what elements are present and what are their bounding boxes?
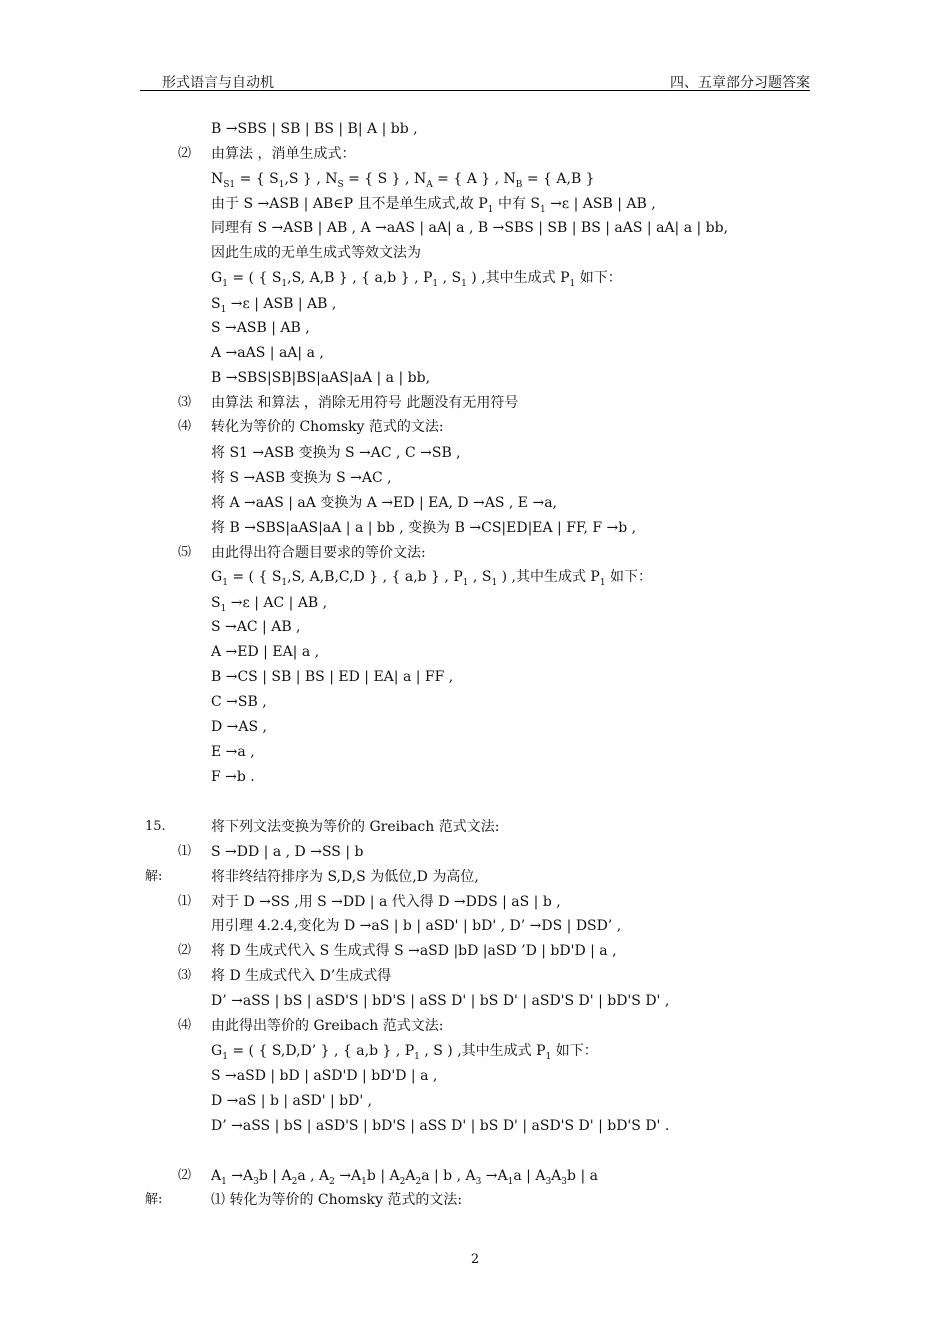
text-line [211,145,355,163]
subscript: 2 [399,1177,406,1187]
text-run: 将下列文法变换为等价的 Greibach 范式文法: [211,819,500,835]
text-run: →A [481,1168,508,1184]
text-run: N [211,171,224,187]
text-run: A [551,1168,562,1184]
text-line [211,568,652,586]
text-run: →A [334,1168,362,1184]
text-run: B →CS | SB | BS | ED | EA| a | FF , [211,669,454,685]
text-line [211,319,310,337]
text-run: A [405,1168,416,1184]
text-run: ,S, A,B,C,D } , { a,b } , P [287,569,463,585]
text-run: D’ →aSS | bS | aSD'S | bD'S | aSS D' | bS D' | aSD'S D' | bD'S D' , [211,993,670,1009]
text-run: a , A [297,1168,330,1184]
text-line [211,992,669,1010]
text-run: 如下： [605,569,653,585]
subscript: 3 [545,1177,552,1187]
list-marker: ⑴ [178,844,192,859]
text-line [211,768,255,786]
subscript: 1 [414,1052,420,1062]
text-run: F →b . [211,769,255,785]
subscript: 1 [220,305,227,315]
page-header-left: 形式语言与自动机 [162,75,274,91]
text-run: , S [468,569,492,585]
text-run: S [211,296,221,312]
text-run: 将 S →ASB 变换为 S →AC , [211,470,392,486]
page-number: 2 [470,1252,480,1267]
text-line [211,868,479,886]
text-run: ) ,其中生成式 P [497,569,600,585]
text-run: C →SB , [211,694,267,710]
text-line [211,942,617,960]
text-line [211,269,622,287]
subscript: 3 [253,1177,259,1187]
text-run: →ε | ASB | AB , [545,196,656,212]
text-line [211,469,392,487]
text-run: 将 D 生成式代入 S 生成式得 S →aSD |bD |aSD ’D | bD'D | a , [211,943,617,959]
list-marker: ⑵ [178,146,192,161]
subscript: 1 [222,578,228,588]
text-run: ) ,其中生成式 P [466,270,570,286]
text-run: →ε | AC | AB , [226,595,328,611]
text-run: 将 S1 →ASB 变换为 S →AC , C →SB , [211,445,461,461]
text-line [211,444,461,462]
subscript: 2 [291,1177,298,1187]
text-line [211,244,421,262]
subscript: 1 [462,578,469,588]
text-line [211,718,267,736]
text-line [211,219,728,237]
subscript: 1 [491,578,498,588]
text-run: G [211,270,223,286]
text-run: G [211,569,223,585]
subscript: S1 [223,180,236,190]
text-run: D →AS , [211,719,268,735]
text-line [211,1042,598,1060]
subscript: 1 [540,205,546,215]
text-line [211,369,430,387]
header-rule [140,90,810,91]
text-run: E →a , [211,744,255,760]
text-line [211,544,426,562]
text-line [211,418,444,436]
text-line [211,1167,598,1185]
text-run: →ε | ASB | AB , [226,296,337,312]
text-line [211,743,255,761]
text-line [211,668,453,686]
list-marker: 解: [145,869,163,884]
subscript: 1 [221,1177,227,1187]
text-line [211,693,267,711]
text-run: D →aS | b | aSD' | bD' , [211,1093,373,1109]
text-run: G [211,1043,223,1059]
text-run: = { S [235,171,279,187]
list-marker: ⑶ [178,395,192,410]
text-run: 将 B →SBS|aAS|aA | a | bb , 变换为 B →CS|ED|EA | FF, F →b , [211,520,637,536]
text-run: = { A,B } [522,171,595,187]
subscript: 2 [415,1177,422,1187]
text-run: = ( { S [227,270,282,286]
text-line [211,1092,372,1110]
text-line [211,618,301,636]
text-run: 转化为等价的 Chomsky 范式的文法: [211,419,444,435]
text-line [211,893,561,911]
text-run: S →DD | a , D →SS | b [211,844,364,860]
text-run: 由算法 ，消单生成式： [211,146,356,162]
text-line [211,1067,437,1085]
subscript: 3 [475,1177,482,1187]
text-run: A [211,1168,222,1184]
text-run: 由此得出符合题目要求的等价文法: [211,545,426,561]
text-run: b | A [258,1168,292,1184]
subscript: 1 [281,578,288,588]
text-line [211,643,319,661]
subscript: 3 [561,1177,568,1187]
subscript: 1 [220,604,227,614]
text-run: 由此得出等价的 Greibach 范式文法: [211,1018,444,1034]
text-run: S →aSD | bD | aSD'D | bD'D | a , [211,1068,438,1084]
subscript: 1 [461,279,467,289]
text-line [211,494,557,512]
text-run: B →SBS | SB | BS | B| A | bb , [211,121,418,137]
subscript: 1 [507,1177,514,1187]
subscript: 1 [432,279,439,289]
text-run: 将非终结符排序为 S,D,S 为低位,D 为高位, [211,869,479,885]
text-line [211,344,324,362]
text-run: b | a [567,1168,598,1184]
subscript: 1 [222,1052,228,1062]
subscript: 1 [487,205,494,215]
text-run: 将 D 生成式代入 D’生成式得 [211,968,392,984]
list-marker: ⑷ [178,1018,192,1033]
subscript: S [337,180,344,190]
text-line [211,1191,462,1209]
text-run: 中有 S [493,196,541,212]
list-marker: ⑵ [178,1168,192,1183]
text-run: ,S, A,B } , { a,b } , P [287,270,433,286]
text-line [211,843,363,861]
list-marker: ⑶ [178,968,192,983]
text-run: = { S } , N [343,171,427,187]
subscript: A [426,180,433,190]
page-header-right: 四、五章部分习题答案 [670,75,810,91]
text-run: 如下： [575,270,622,286]
subscript: 1 [222,279,228,289]
text-run: , S ) ,其中生成式 P [419,1043,546,1059]
text-run: D’ →aSS | bS | aSD'S | bD'S | aSS D' | bS D' | aSD'S D' | bD'S D' . [211,1118,670,1134]
text-run: = ( { S [227,569,282,585]
subscript: 2 [329,1177,335,1187]
text-line [211,917,621,935]
list-marker: 解: [145,1192,163,1207]
text-line [211,1117,669,1135]
text-run: S →AC | AB , [211,619,301,635]
text-run: 用引理 4.2.4,变化为 D →aS | b | aSD' | bD' , D’ →DS | DSD’ , [211,918,622,934]
text-run: A →aAS | aA| a , [211,345,324,361]
text-line [211,170,595,188]
text-line [211,120,418,138]
list-marker: 15. [145,819,166,834]
list-marker: ⑸ [178,545,192,560]
text-run: S →ASB | AB , [211,320,310,336]
subscript: 1 [569,279,576,289]
text-run: , S [438,270,462,286]
text-run: a | b , A [421,1168,476,1184]
text-line [211,195,656,213]
subscript: 1 [281,279,288,289]
text-run: B →SBS|SB|BS|aAS|aA | a | bb, [211,370,431,386]
text-run: = ( { S,D,D’ } , { a,b } , P [227,1043,415,1059]
text-line [211,967,391,985]
text-line [211,394,518,412]
text-run: = { A } , N [432,171,516,187]
text-run: 由于 S →ASB | AB∈P 且不是单生成式,故 P [211,196,488,212]
subscript: 1 [599,578,606,588]
text-run: ⑴ 转化为等价的 Chomsky 范式的文法: [211,1192,463,1208]
text-run: →A [226,1168,254,1184]
text-run: 将 A →aAS | aA 变换为 A →ED | EA, D →AS , E →a, [211,495,558,511]
text-run: S [211,595,221,611]
text-line [211,594,327,612]
text-run: 如下： [551,1043,598,1059]
text-line [211,519,636,537]
text-run: 由算法 和算法 ，消除无用符号 此题没有无用符号 [211,395,519,411]
text-run: a | A [513,1168,546,1184]
list-marker: ⑷ [178,419,192,434]
text-run: ,S } , N [284,171,338,187]
list-marker: ⑵ [178,943,192,958]
subscript: 1 [278,180,285,190]
text-run: 因此生成的无单生成式等效文法为 [211,245,421,261]
text-run: A →ED | EA| a , [211,644,320,660]
subscript: B [515,180,523,190]
text-line [211,1017,443,1035]
list-marker: ⑴ [178,894,192,909]
text-line [211,818,499,836]
text-run: b | A [366,1168,400,1184]
text-line [211,295,336,313]
text-run: 对于 D →SS ,用 S →DD | a 代入得 D →DDS | aS | b , [211,894,561,910]
subscript: 1 [361,1177,367,1187]
text-run: 同理有 S →ASB | AB , A →aAS | aA| a , B →SBS | SB | BS | aAS | aA| a | bb, [211,220,729,236]
subscript: 1 [545,1052,552,1062]
